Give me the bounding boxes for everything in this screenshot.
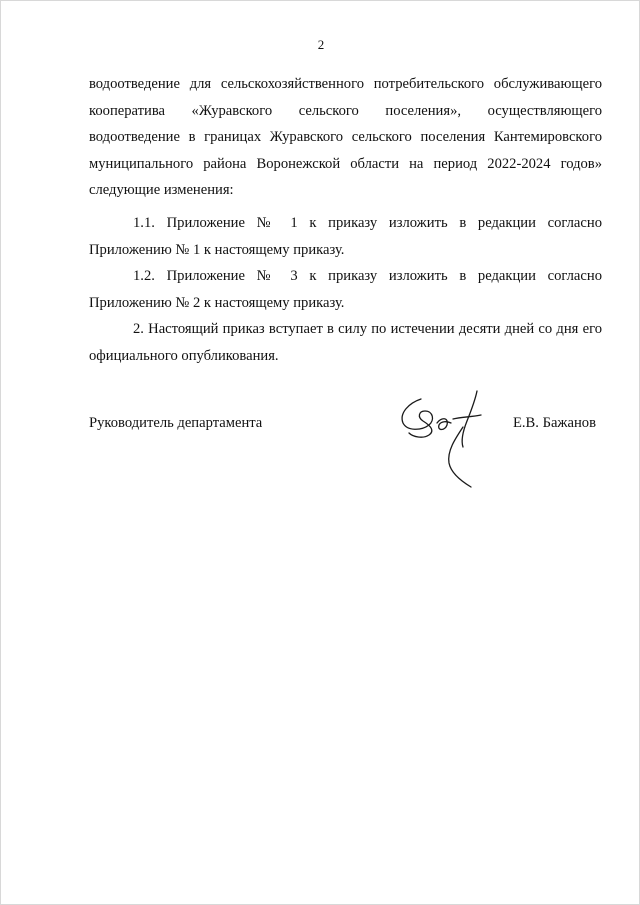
signatory-title: Руководитель департамента — [89, 415, 263, 431]
item-2-line-2: официального опубликования. — [89, 347, 279, 364]
intro-line-3: водоотведение в границах Журавского сельского поселения Кантемировского — [89, 129, 602, 146]
page-number: 2 — [317, 37, 325, 52]
item-1-1-line-2: Приложению № 1 к настоящему приказу. — [89, 241, 345, 258]
intro-line-1: водоотведение для сельскохозяйственного потребительского обслуживающего — [89, 76, 602, 92]
intro-line-5: следующие изменения: — [89, 182, 234, 199]
handwritten-signature — [391, 387, 501, 495]
document-body — [89, 71, 602, 370]
signatory-name: Е.В. Бажанов — [512, 415, 596, 431]
item-1-1-line-1: 1.1. Приложение № 1 к приказу изложить в редакции согласно — [133, 214, 602, 231]
item-2-line-1: 2. Настоящий приказ вступает в силу по истечении десяти дней со дня его — [133, 321, 602, 338]
intro-line-4: муниципального района Воронежской области на период 2022-2024 годов» — [89, 155, 602, 172]
item-1-2-line-2: Приложению № 2 к настоящему приказу. — [89, 294, 345, 311]
intro-line-2: кооператива «Журавского сельского поселения», осуществляющего — [89, 102, 602, 119]
item-1-2-line-1: 1.2. Приложение № 3 к приказу изложить в редакции согласно — [133, 268, 602, 285]
